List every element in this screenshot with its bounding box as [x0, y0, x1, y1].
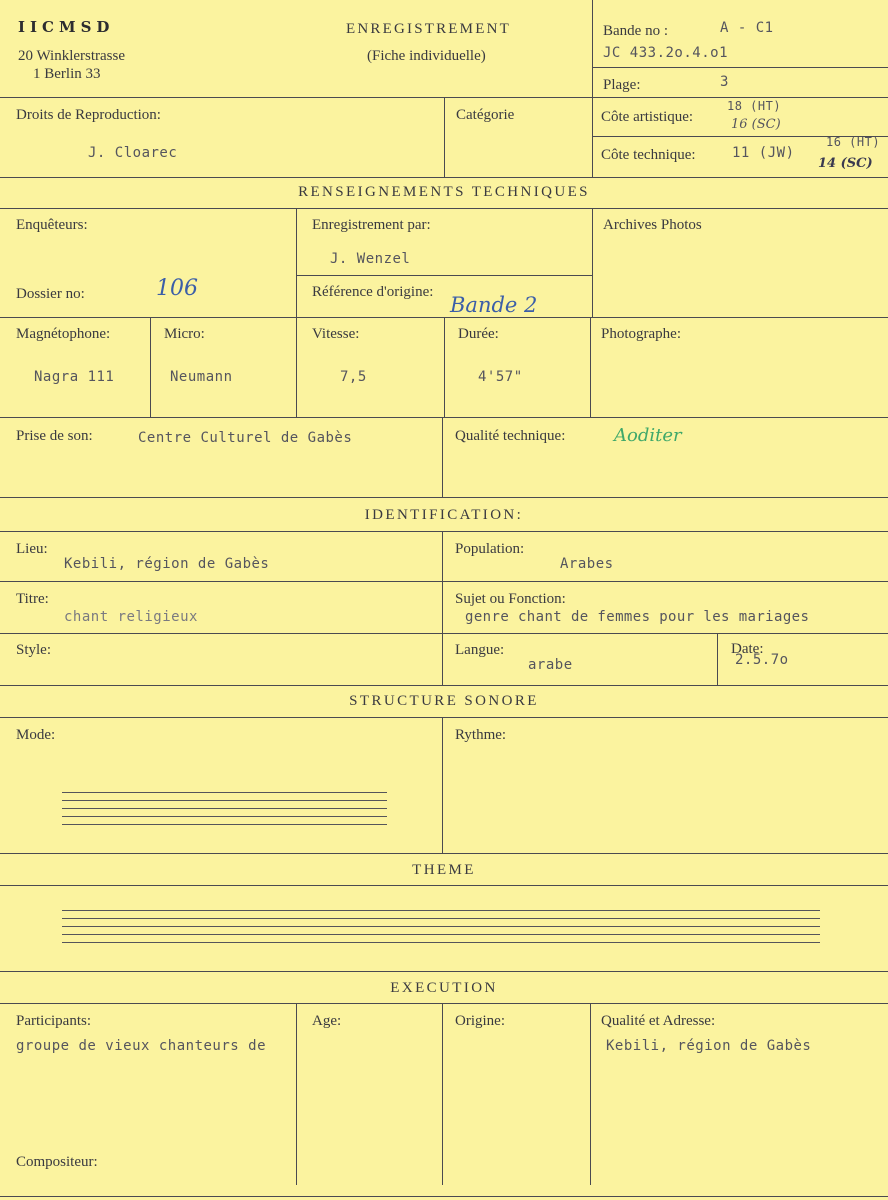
rule: [0, 581, 888, 582]
micro-label: Micro:: [164, 326, 205, 342]
rule: [150, 317, 151, 417]
rule: [296, 208, 297, 317]
titre-value: chant religieux: [64, 609, 198, 625]
rule: [592, 208, 593, 317]
bande-reference: JC 433.2o.4.o1: [603, 45, 729, 61]
droits-label: Droits de Reproduction:: [16, 107, 161, 123]
sujet-fonction-value: genre chant de femmes pour les mariages: [465, 609, 810, 625]
rule: [444, 317, 445, 417]
style-label: Style:: [16, 642, 52, 658]
magnetophone-value: Nagra 111: [34, 369, 115, 385]
rule: [0, 971, 888, 972]
rule: [442, 1003, 443, 1185]
bande-value: A - C1: [720, 20, 774, 36]
form-title: ENREGISTREMENT: [346, 21, 511, 37]
address-line-2: 1 Berlin 33: [33, 66, 101, 82]
participants-label: Participants:: [16, 1013, 91, 1029]
cote-technique-value-2: 16 (HT): [826, 135, 881, 149]
rythme-label: Rythme:: [455, 727, 507, 743]
rule: [442, 531, 443, 685]
section-title-execution: EXECUTION: [390, 980, 498, 996]
age-label: Age:: [312, 1013, 342, 1029]
categorie-label: Catégorie: [456, 107, 515, 123]
cote-technique-handwritten: 14 (SC): [818, 156, 873, 171]
micro-value: Neumann: [170, 369, 233, 385]
rule: [0, 853, 888, 854]
rule: [0, 1196, 888, 1197]
dossier-label: Dossier no:: [16, 286, 85, 302]
rule: [0, 885, 888, 886]
magnetophone-label: Magnétophone:: [16, 326, 111, 342]
vitesse-label: Vitesse:: [312, 326, 360, 342]
duree-label: Durée:: [458, 326, 499, 342]
rule: [590, 1003, 591, 1185]
section-title-structure: STRUCTURE SONORE: [349, 693, 539, 709]
qualite-technique-label: Qualité technique:: [455, 428, 566, 444]
langue-label: Langue:: [455, 642, 505, 658]
cote-artistique-value: 18 (HT): [727, 99, 782, 113]
rule: [717, 633, 718, 685]
population-label: Population:: [455, 541, 525, 557]
droits-value: J. Cloarec: [88, 145, 178, 161]
rule: [592, 67, 888, 68]
mode-label: Mode:: [16, 727, 56, 743]
rule: [590, 317, 591, 417]
date-value: 2.5.7o: [735, 652, 789, 668]
origine-label: Origine:: [455, 1013, 505, 1029]
rule: [444, 97, 445, 177]
rule: [0, 1003, 888, 1004]
prise-de-son-label: Prise de son:: [16, 428, 93, 444]
plage-value: 3: [720, 74, 729, 90]
rule: [0, 417, 888, 418]
prise-de-son-value: Centre Culturel de Gabès: [138, 430, 353, 446]
population-value: Arabes: [560, 556, 614, 572]
enregistrement-par-label: Enregistrement par:: [312, 217, 431, 233]
rule: [0, 177, 888, 178]
rule: [0, 685, 888, 686]
section-title-technique: RENSEIGNEMENTS TECHNIQUES: [298, 184, 590, 200]
reference-origine-label: Référence d'origine:: [312, 284, 434, 300]
lieu-value: Kebili, région de Gabès: [64, 556, 270, 572]
archives-photos-label: Archives Photos: [603, 217, 702, 233]
cote-artistique-handwritten: 16 (SC): [731, 117, 781, 132]
rule: [296, 317, 297, 417]
org-logo: IICMSD: [18, 18, 115, 36]
rule: [0, 633, 888, 634]
rule: [442, 717, 443, 853]
dossier-value: 106: [156, 276, 198, 301]
vitesse-value: 7,5: [340, 369, 367, 385]
rule: [0, 717, 888, 718]
cote-technique-value: 11 (JW): [732, 145, 795, 161]
section-title-theme: THEME: [412, 862, 476, 878]
reference-origine-value: Bande 2: [450, 293, 538, 317]
bande-label: Bande no :: [603, 23, 668, 39]
form-subtitle: (Fiche individuelle): [367, 48, 486, 64]
lieu-label: Lieu:: [16, 541, 48, 557]
rule: [592, 0, 593, 177]
rule: [0, 531, 888, 532]
qualite-technique-value: Aoditer: [614, 425, 682, 446]
address-line-1: 20 Winklerstrasse: [18, 48, 126, 64]
enqueteurs-label: Enquêteurs:: [16, 217, 88, 233]
participants-value: groupe de vieux chanteurs de: [16, 1038, 267, 1054]
duree-value: 4'57": [478, 369, 523, 385]
rule: [296, 275, 592, 276]
rule: [0, 208, 888, 209]
date-label: Date:: [731, 641, 764, 657]
rule: [296, 1003, 297, 1185]
section-title-identification: IDENTIFICATION:: [364, 507, 524, 523]
plage-label: Plage:: [603, 77, 641, 93]
rule: [0, 497, 888, 498]
qualite-adresse-label: Qualité et Adresse:: [601, 1013, 716, 1029]
enregistrement-par-value: J. Wenzel: [330, 251, 411, 267]
sujet-fonction-label: Sujet ou Fonction:: [455, 591, 566, 607]
langue-value: arabe: [528, 657, 573, 673]
qualite-adresse-value: Kebili, région de Gabès: [606, 1038, 812, 1054]
rule: [442, 417, 443, 497]
photographe-label: Photographe:: [601, 326, 681, 342]
compositeur-label: Compositeur:: [16, 1154, 98, 1170]
titre-label: Titre:: [16, 591, 49, 607]
cote-technique-label: Côte technique:: [601, 147, 696, 163]
cote-artistique-label: Côte artistique:: [601, 109, 694, 125]
